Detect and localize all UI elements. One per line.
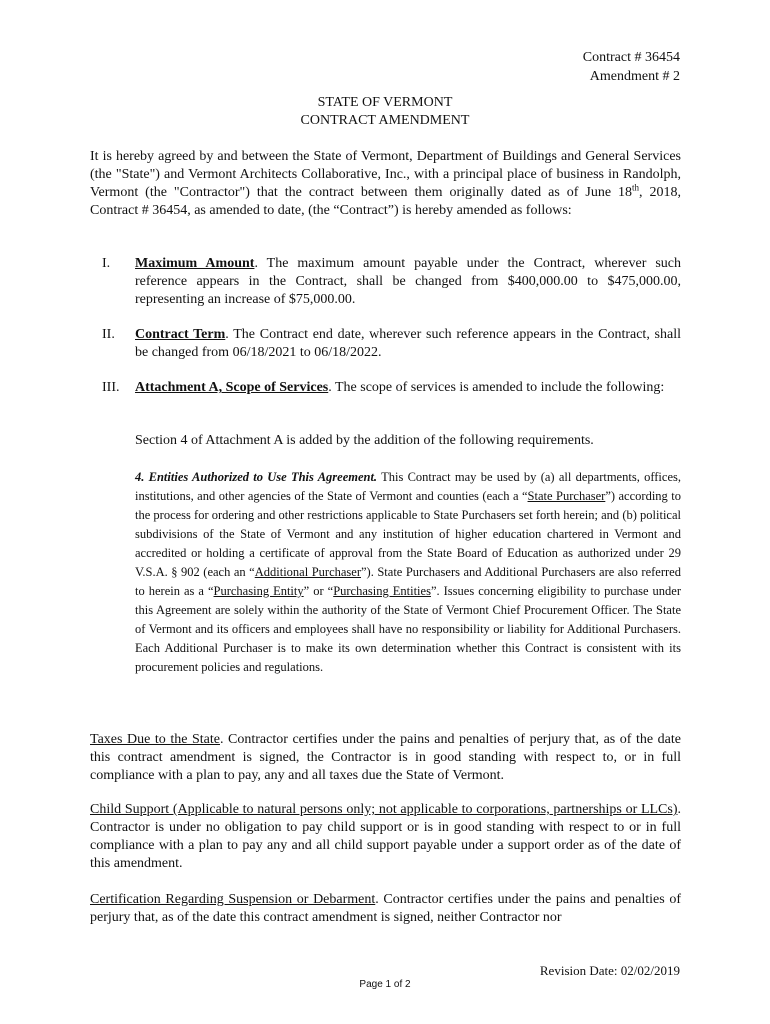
clause-text: This Contract may be used by (a) all departments, offices, institutions, and other agencies of the State of Vermont and counties (each a “: [135, 470, 681, 503]
amendment-item-scope-of-services: [90, 379, 681, 397]
clause-text: ” or “: [303, 584, 334, 598]
amendment-item-contract-term: [90, 326, 681, 362]
taxes-paragraph: [90, 731, 681, 785]
item-numeral: I.: [102, 256, 111, 271]
amendment-item-maximum-amount: [90, 255, 681, 309]
contract-number: Contract # 36454: [582, 50, 680, 65]
document-title: [0, 94, 770, 130]
entities-authorized-clause: [135, 468, 681, 677]
entities-heading: 4. Entities Authorized to Use This Agreement.: [135, 470, 378, 484]
page-number: Page 1 of 2: [359, 979, 411, 990]
item-text: . The scope of services is amended to include the following:: [328, 380, 665, 395]
certification-text: . Contractor certifies under the pains and penalties of perjury that, as of the date this contract amendment is signed, neither Contractor nor: [90, 892, 681, 925]
title-line-2: CONTRACT AMENDMENT: [300, 113, 470, 128]
item-heading: Maximum Amount: [135, 256, 255, 271]
certification-heading: Certification Regarding Suspension or Debarment: [90, 892, 376, 907]
child-support-paragraph: [90, 801, 681, 873]
taxes-heading: Taxes Due to the State: [90, 732, 220, 747]
intro-paragraph: [90, 148, 681, 220]
term-purchasing-entities: Purchasing Entities: [333, 584, 431, 598]
item-heading: Contract Term: [135, 327, 226, 342]
certification-paragraph: [90, 891, 681, 927]
title-line-1: STATE OF VERMONT: [317, 95, 453, 110]
intro-text-1: It is hereby agreed by and between the State of Vermont, Department of Buildings and General Services (the "State") and Vermont Architects Collaborative, Inc., with a principal place of business in Randolph, Vermont (the "Contractor") that the contract between them originally dated as of June 18: [90, 149, 681, 200]
taxes-text: . Contractor certifies under the pains and penalties of perjury that, as of the date this contract amendment is signed, the Contractor is in good standing with respect to, or in full compliance with a plan to pay, any and all taxes due the State of Vermont.: [90, 732, 681, 783]
term-purchasing-entity: Purchasing Entity: [213, 584, 304, 598]
contract-header: [583, 48, 680, 86]
intro-text-2: , 2018, Contract # 36454, as amended to date, (the “Contract”) is hereby amended as follows:: [90, 185, 681, 218]
item-text: . The maximum amount payable under the Contract, wherever such reference appears in the Contract, shall be changed from $400,000.00 to $475,000.00, representing an increase of $75,000.00.: [135, 256, 682, 307]
child-support-text: . Contractor is under no obligation to pay child support or is in good standing with respect to or in full compliance with a plan to pay any and all child support payable under a support order as of the date of this amendment.: [90, 802, 681, 871]
item-text: . The Contract end date, wherever such reference appears in the Contract, shall be changed from 06/18/2021 to 06/18/2022.: [135, 327, 681, 360]
term-additional-purchaser: Additional Purchaser: [254, 565, 361, 579]
item-numeral: III.: [102, 380, 120, 395]
child-support-heading: Child Support (Applicable to natural persons only; not applicable to corporations, partnerships or LLCs): [90, 802, 678, 817]
clause-text: ”. Issues concerning eligibility to purchase under this Agreement are solely within the authority of the State of Vermont Chief Procurement Officer. The State of Vermont and its officers and employees shall have no responsibility or liability for Additional Purchasers. Each Additional Purchaser is to make its own determination whether this Contract is consistent with its procurement policies and regulations.: [135, 584, 681, 674]
term-state-purchaser: State Purchaser: [527, 489, 606, 503]
amendment-number: Amendment # 2: [589, 69, 680, 84]
clause-text: ”) according to the process for ordering and other restrictions applicable to State Purchasers set forth herein; and (b) political subdivisions of the State of Vermont and any institution of higher education chartered in Vermont and accredited or holding a certificate of approval from the State Board of Education as authorized under 29 V.S.A. § 902 (each an “: [135, 489, 681, 579]
item-numeral: II.: [102, 327, 115, 342]
revision-date: Revision Date: 02/02/2019: [539, 963, 680, 978]
intro-superscript: th: [632, 182, 640, 193]
clause-text: ”). State Purchasers and Additional Purchasers are also referred to herein as a “: [135, 565, 681, 598]
section-4-intro: Section 4 of Attachment A is added by the addition of the following requirements.: [135, 433, 594, 448]
item-heading: Attachment A, Scope of Services: [135, 380, 329, 395]
